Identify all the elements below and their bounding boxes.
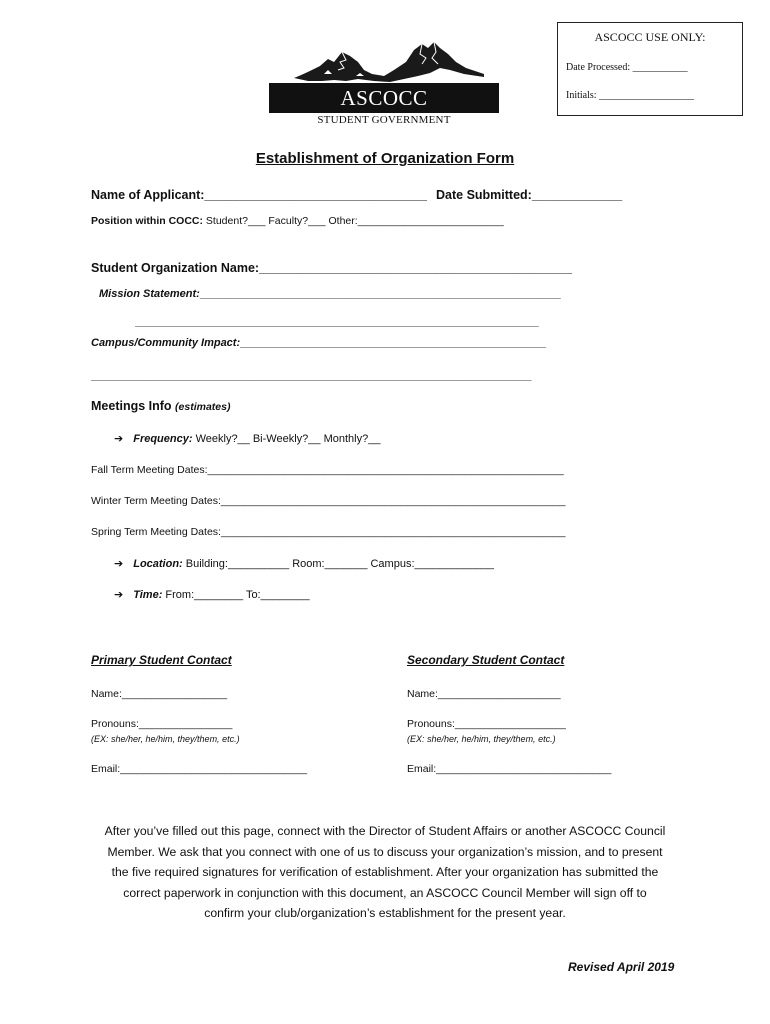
closing-line: the five required signatures for verification of establishment. After your organization has submitted the <box>111 865 659 879</box>
logo-name: ASCOCC <box>269 83 499 113</box>
primary-contact-heading: Primary Student Contact <box>91 653 232 667</box>
location-label: Location: <box>133 558 183 570</box>
meetings-heading <box>91 399 231 413</box>
mission-row <box>99 288 561 300</box>
impact-label: Campus/Community Impact: <box>91 337 241 349</box>
frequency-row <box>114 432 380 445</box>
fall-dates-field[interactable]: Fall Term Meeting Dates:_____________________________________________________________ <box>91 464 564 476</box>
applicant-name-field[interactable]: Name of Applicant:________________________________ <box>91 188 427 202</box>
position-row <box>91 215 504 227</box>
closing-line: Member. We ask that you connect with one of us to discuss your organization’s mission, and to present <box>107 844 663 859</box>
mission-label: Mission Statement: <box>99 288 200 300</box>
office-use-box <box>557 22 743 116</box>
secondary-email-field[interactable]: Email:______________________________ <box>407 763 612 775</box>
primary-pronouns-field[interactable]: Pronouns:________________ <box>91 718 233 730</box>
impact-line-1[interactable]: __________________________________________________ <box>240 337 547 349</box>
closing-line: correct paperwork in conjunction with this document, an ASCOCC Council Member will sign off to <box>123 885 647 900</box>
secondary-name-field[interactable]: Name:_____________________ <box>407 688 561 700</box>
time-label: Time: <box>133 589 163 601</box>
location-row <box>114 557 494 570</box>
mountain-logo-icon <box>294 40 484 86</box>
closing-paragraph <box>80 821 690 924</box>
secondary-contact-heading: Secondary Student Contact <box>407 653 565 667</box>
spring-dates-field[interactable]: Spring Term Meeting Dates:___________________________________________________________ <box>91 526 566 538</box>
time-row <box>114 588 310 601</box>
office-use-title: ASCOCC USE ONLY: <box>594 30 706 44</box>
date-processed-field[interactable]: Date Processed: ___________ <box>566 62 688 73</box>
impact-row <box>91 337 546 349</box>
frequency-label: Frequency: <box>133 433 193 445</box>
revised-date: Revised April 2019 <box>568 960 675 974</box>
meetings-heading-note: (estimates) <box>175 401 231 413</box>
secondary-pronouns-field[interactable]: Pronouns:___________________ <box>407 718 566 730</box>
arrow-right-icon: ➔ <box>114 433 124 445</box>
date-submitted-field[interactable]: Date Submitted:_____________ <box>436 188 623 202</box>
position-options-field[interactable]: Student?___ Faculty?___ Other:_________________________ <box>205 215 504 227</box>
closing-line: confirm your club/organization’s establishment for the present year. <box>204 906 566 920</box>
org-name-field[interactable]: Student Organization Name:_____________________________________________ <box>91 261 572 275</box>
frequency-options-field[interactable]: Weekly?__ Bi-Weekly?__ Monthly?__ <box>195 433 381 445</box>
initials-field[interactable]: Initials: ___________________ <box>566 90 695 101</box>
primary-name-field[interactable]: Name:__________________ <box>91 688 228 700</box>
closing-line: After you’ve filled out this page, connect with the Director of Student Affairs or another ASCOCC Council <box>104 824 666 838</box>
location-fields[interactable]: Building:__________ Room:_______ Campus:_____________ <box>185 558 495 570</box>
mission-line-1[interactable]: ___________________________________________________________ <box>199 288 561 300</box>
position-label: Position within COCC: <box>91 215 203 227</box>
secondary-pronouns-example: (EX: she/her, he/him, they/them, etc.) <box>407 734 556 744</box>
mission-line-2[interactable]: __________________________________________________________________ <box>135 316 539 328</box>
meetings-heading-text: Meetings Info <box>91 399 172 413</box>
arrow-right-icon: ➔ <box>114 558 124 570</box>
primary-email-field[interactable]: Email:________________________________ <box>91 763 308 775</box>
arrow-right-icon: ➔ <box>114 589 124 601</box>
logo-subtitle: STUDENT GOVERNMENT <box>317 114 451 126</box>
primary-pronouns-example: (EX: she/her, he/him, they/them, etc.) <box>91 734 240 744</box>
winter-dates-field[interactable]: Winter Term Meeting Dates:___________________________________________________________ <box>91 495 566 507</box>
impact-line-2[interactable]: ________________________________________________________________________ <box>91 370 532 382</box>
form-title: Establishment of Organization Form <box>255 150 515 167</box>
time-fields[interactable]: From:________ To:________ <box>165 589 310 601</box>
